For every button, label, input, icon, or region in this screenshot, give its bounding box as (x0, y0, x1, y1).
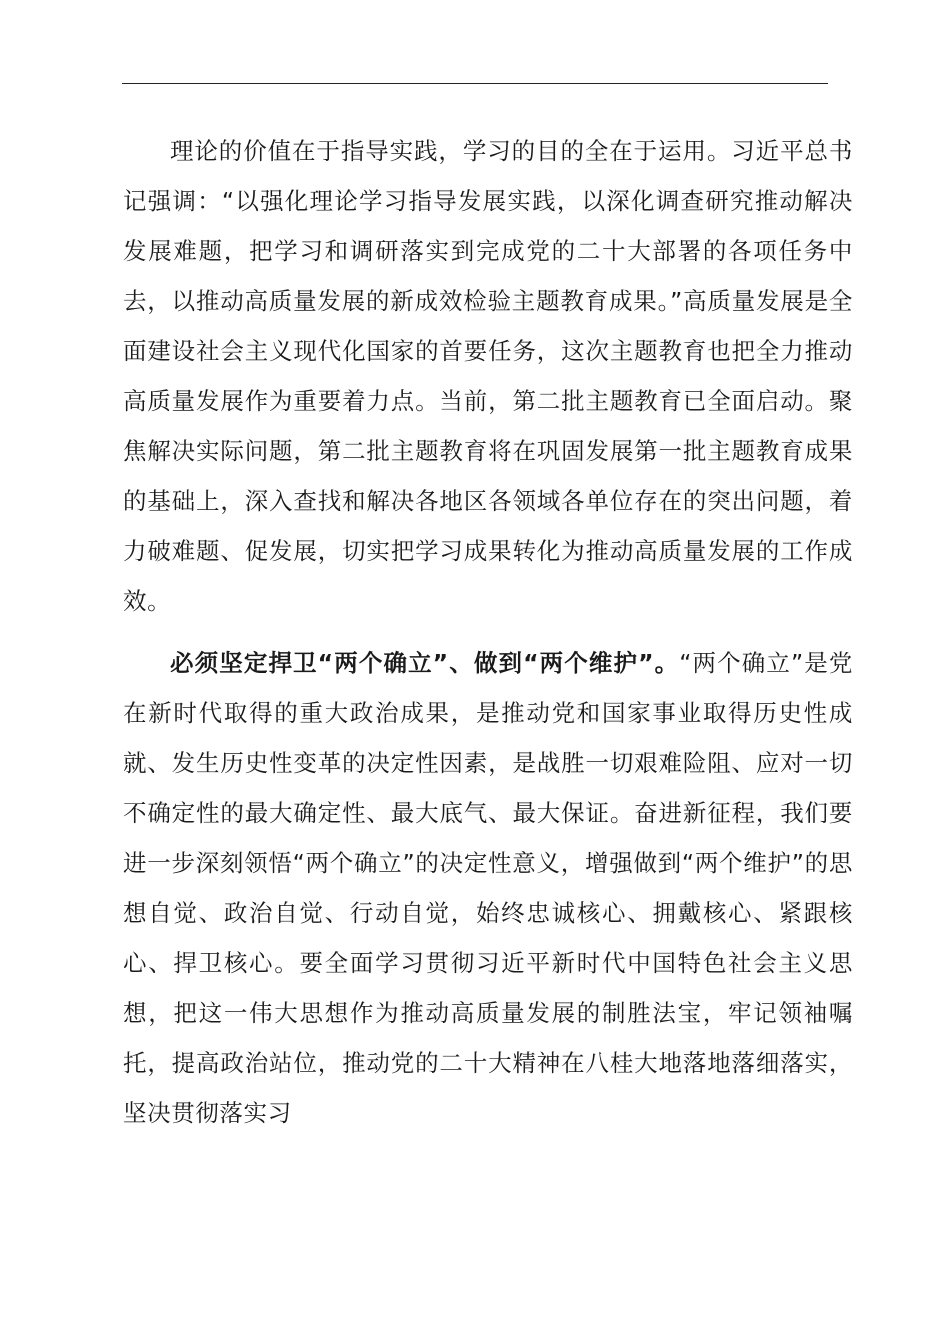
paragraph-2-text: “两个确立”是党在新时代取得的重大政治成果，是推动党和国家事业取得历史性成就、发生历史性变革的决定性因素，是战胜一切艰难险阻、应对一切不确定性的最大确定性、最大底气、最大保证。奋进新征程，我们要进一步深刻领悟“两个确立”的决定性意义，增强做到“两个维护”的思想自觉、政治自觉、行动自觉，始终忠诚核心、拥戴核心、紧跟核心、捍卫核心。要全面学习贯彻习近平新时代中国特色社会主义思想，把这一伟大思想作为推动高质量发展的制胜法宝，牢记领袖嘱托，提高政治站位，推动党的二十大精神在八桂大地落地落细落实，坚决贯彻落实习 (123, 649, 854, 1127)
paragraph-1-text: 理论的价值在于指导实践，学习的目的全在于运用。习近平总书记强调：“以强化理论学习指导发展实践，以深化调查研究推动解决发展难题，把学习和调研落实到完成党的二十大部署的各项任务中去，以推动高质量发展的新成效检验主题教育成果。”高质量发展是全面建设社会主义现代化国家的首要任务，这次主题教育也把全力推动高质量发展作为重要着力点。当前，第二批主题教育已全面启动。聚焦解决实际问题，第二批主题教育将在巩固发展第一批主题教育成果的基础上，深入查找和解决各地区各领域各单位存在的突出问题，着力破难题、促发展，切实把学习成果转化为推动高质量发展的工作成效。 (123, 137, 853, 615)
paragraph-2 (123, 638, 853, 1138)
document-body (123, 126, 853, 1138)
header-rule (122, 83, 828, 84)
paragraph-2-lead: 必须坚定捍卫“两个确立”、做到“两个维护”。 (170, 649, 680, 677)
paragraph-1 (123, 126, 853, 626)
